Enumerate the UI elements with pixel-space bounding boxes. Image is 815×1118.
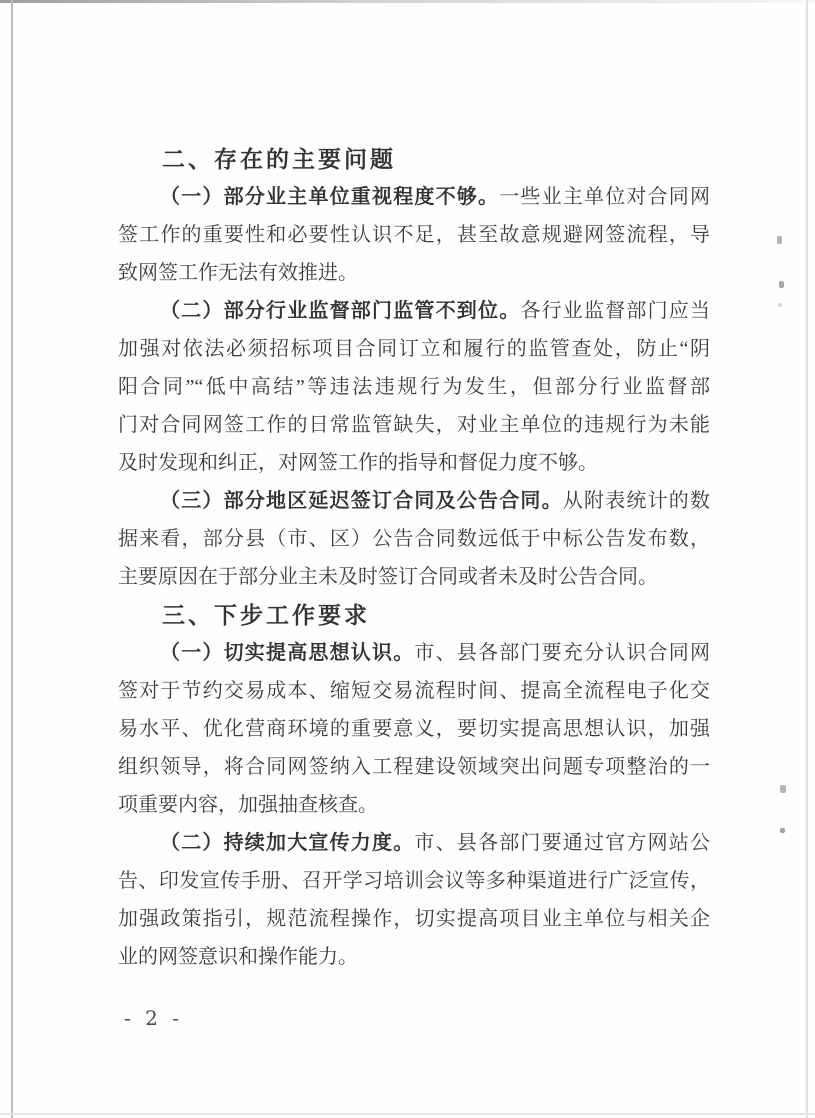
page-edge-left xyxy=(11,0,13,1118)
text-line xyxy=(118,368,710,406)
text-line xyxy=(118,216,710,254)
text-line xyxy=(118,482,710,520)
text-segment: 组织领导，将合同网签纳入工程建设领域突出问题专项整治的一 xyxy=(118,756,710,778)
text-line xyxy=(118,254,710,292)
text-line xyxy=(118,634,710,672)
page-edge-bottom xyxy=(0,1113,815,1115)
text-line xyxy=(118,292,710,330)
page-number: - 2 - xyxy=(124,1006,183,1030)
text-segment: 市、县各部门要充分认识合同网 xyxy=(414,642,710,664)
text-segment: 门对合同网签工作的日常监管缺失，对业主单位的违规行为未能 xyxy=(118,414,710,436)
text-segment: 及时发现和纠正，对网签工作的指导和督促力度不够。 xyxy=(118,452,598,474)
section-heading xyxy=(118,140,710,178)
text-segment: 易水平、优化营商环境的重要意义，要切实提高思想认识，加强 xyxy=(118,718,710,740)
text-segment: 各行业监督部门应当 xyxy=(520,300,710,322)
text-segment: （二）部分行业监督部门监管不到位。 xyxy=(160,300,521,322)
page-edge-top xyxy=(0,0,815,3)
text-line xyxy=(118,824,710,862)
text-segment: 业的网签意识和操作能力。 xyxy=(118,946,358,968)
text-line xyxy=(118,862,710,900)
text-line xyxy=(118,938,710,976)
text-line xyxy=(118,900,710,938)
text-segment: 三、下步工作要求 xyxy=(162,602,370,628)
document-lines xyxy=(118,140,710,976)
text-segment: （一）切实提高思想认识。 xyxy=(160,642,415,664)
text-segment: （三）部分地区延迟签订合同及公告合同。 xyxy=(160,490,563,512)
scan-speck xyxy=(780,828,785,833)
text-line xyxy=(118,406,710,444)
text-segment: 据来看，部分县（市、区）公告合同数远低于中标公告发布数， xyxy=(118,528,710,550)
text-segment: 加强政策指引，规范流程操作，切实提高项目业主单位与相关企 xyxy=(118,908,710,930)
text-segment: 从附表统计的数 xyxy=(562,490,710,512)
text-segment: （一）部分业主单位重视程度不够。 xyxy=(160,186,500,208)
text-segment: 签对于节约交易成本、缩短交易流程时间、提高全流程电子化交 xyxy=(118,680,710,702)
text-segment: 市、县各部门要通过官方网站公 xyxy=(414,832,710,854)
text-line xyxy=(118,748,710,786)
text-line xyxy=(118,178,710,216)
text-segment: 加强对依法必须招标项目合同订立和履行的监管查处，防止“阴 xyxy=(118,338,710,360)
text-segment: 一些业主单位对合同网 xyxy=(499,186,710,208)
text-segment: 致网签工作无法有效推进。 xyxy=(118,262,358,284)
text-segment: 项重要内容，加强抽查核查。 xyxy=(118,794,378,816)
text-segment: 告、印发宣传手册、召开学习培训会议等多种渠道进行广泛宣传， xyxy=(118,870,710,892)
text-segment: 签工作的重要性和必要性认识不足，甚至故意规避网签流程，导 xyxy=(118,224,710,246)
text-segment: 阳合同”“低中高结”等违法违规行为发生，但部分行业监督部 xyxy=(118,376,710,398)
scan-speck xyxy=(777,236,782,244)
scan-speck xyxy=(779,281,784,288)
scan-speck xyxy=(780,785,786,793)
text-line xyxy=(118,672,710,710)
text-line xyxy=(118,444,710,482)
text-line xyxy=(118,330,710,368)
text-segment: 主要原因在于部分业主未及时签订合同或者未及时公告合同。 xyxy=(118,566,658,588)
text-line xyxy=(118,786,710,824)
text-line xyxy=(118,558,710,596)
scan-speck xyxy=(778,303,782,307)
page-edge-right xyxy=(806,0,808,1118)
text-line xyxy=(118,710,710,748)
section-heading xyxy=(118,596,710,634)
text-segment: 二、存在的主要问题 xyxy=(162,146,396,172)
text-line xyxy=(118,520,710,558)
text-segment: （二）持续加大宣传力度。 xyxy=(160,832,415,854)
